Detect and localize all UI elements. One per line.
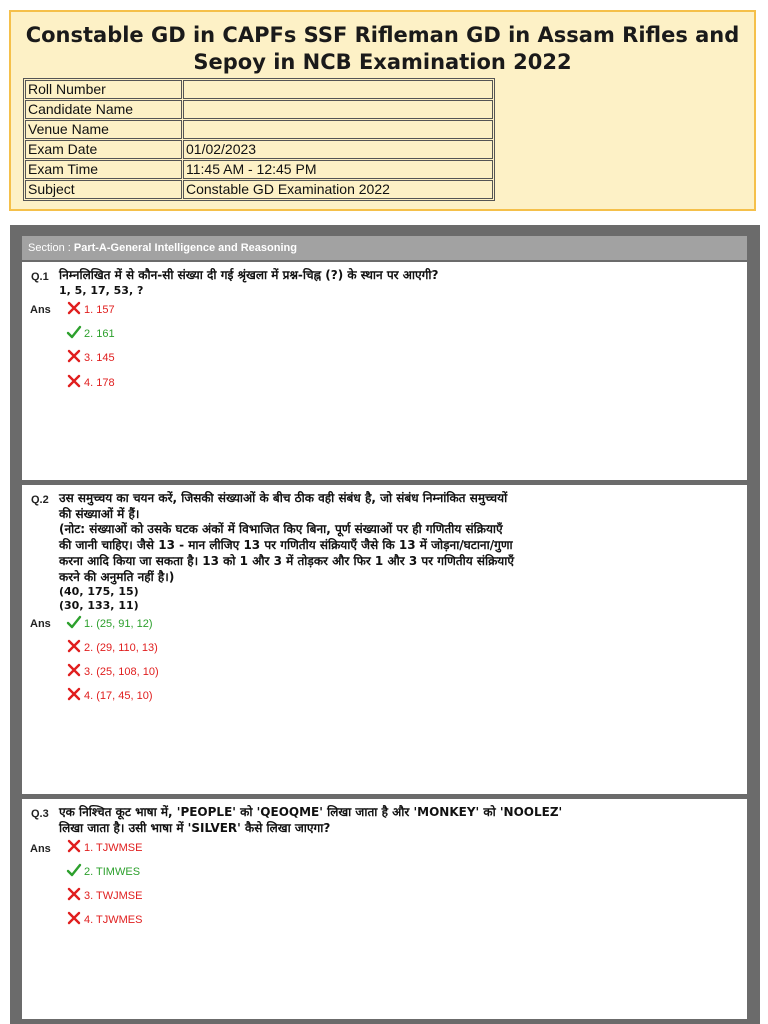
question-line: निम्नलिखित में से कौन-सी संख्या दी गई श्रृंखला में प्रश्न-चिह्न (?) के स्थान पर आएगी? (59, 268, 439, 282)
response-sheet (10, 225, 760, 1024)
question-set: (40, 175, 15) (59, 585, 139, 599)
cross-icon (66, 687, 82, 701)
option-text: 2. 161 (84, 328, 115, 340)
info-row-subject (25, 180, 493, 199)
check-icon (66, 863, 82, 877)
question-line: एक निश्चित कूट भाषा में, 'PEOPLE' को 'QEOQME' लिखा जाता है और 'MONKEY' को 'NOOLEZ' (59, 805, 563, 819)
info-label: Roll Number (25, 80, 182, 99)
cross-icon (66, 301, 82, 315)
question-line: लिखा जाता है। उसी भाषा में 'SILVER' कैसे लिखा जाएगा? (59, 820, 331, 835)
option-text: 3. 145 (84, 352, 115, 364)
option-4 (66, 374, 115, 392)
question-line: (नोट: संख्याओं को उसके घटक अंकों में विभाजित किए बिना, पूर्ण संख्याओं पर ही गणितीय संक्रियाएँ (59, 522, 503, 537)
question-card (22, 262, 747, 480)
option-text: 2. TIMWES (84, 866, 141, 878)
cross-icon (66, 639, 82, 653)
question-text (59, 491, 549, 613)
exam-title-line-2: Sepoy in NCB Examination 2022 (193, 50, 572, 74)
info-value: Constable GD Examination 2022 (183, 180, 493, 199)
option-2 (66, 639, 158, 657)
info-value (183, 80, 493, 99)
question-line: की संख्याओं में हैं। (59, 506, 140, 521)
option-text: 4. TJWMES (84, 914, 143, 926)
info-value: 01/02/2023 (183, 140, 493, 159)
question-text (59, 805, 563, 836)
cross-icon (66, 839, 82, 853)
check-icon (66, 615, 82, 629)
cross-icon (66, 663, 82, 677)
cross-icon (66, 374, 82, 388)
question-number: Q.2 (31, 494, 49, 506)
exam-header-panel (9, 10, 756, 211)
option-3 (66, 349, 115, 367)
option-text: 2. (29, 110, 13) (84, 642, 158, 654)
info-row-candidate-name (25, 100, 493, 119)
info-row-exam-date (25, 140, 493, 159)
question-number: Q.1 (31, 271, 49, 283)
section-prefix: Section : (28, 242, 74, 254)
info-value: 11:45 AM - 12:45 PM (183, 160, 493, 179)
info-row-roll-number (25, 80, 493, 99)
question-line: करने की अनुमति नहीं है।) (59, 569, 175, 584)
question-card (22, 799, 747, 1019)
option-3 (66, 663, 159, 681)
option-text: 4. 178 (84, 377, 115, 389)
info-row-venue-name (25, 120, 493, 139)
question-line: करना आदि किया जा सकता है। 13 को 1 और 3 में तोड़कर और फिर 1 और 3 पर गणितीय संक्रियाएँ (59, 553, 515, 568)
info-label: Exam Time (25, 160, 182, 179)
section-bar (22, 236, 747, 260)
option-4 (66, 911, 142, 929)
question-series: 1, 5, 17, 53, ? (59, 283, 144, 297)
cross-icon (66, 911, 82, 925)
option-1 (66, 615, 153, 633)
info-label: Candidate Name (25, 100, 182, 119)
check-icon (66, 325, 82, 339)
section-name: Part-A-General Intelligence and Reasoning (73, 242, 297, 254)
option-text: 1. TJWMSE (84, 842, 143, 854)
option-text: 4. (17, 45, 10) (84, 690, 153, 702)
option-text: 1. (25, 91, 12) (84, 618, 153, 630)
option-3 (66, 887, 142, 905)
question-line: उस समुच्चय का चयन करें, जिसकी संख्याओं के बीच ठीक वही संबंध है, जो संबंध निम्नांकित समुच्चयों (59, 491, 508, 505)
option-text: 3. (25, 108, 10) (84, 666, 159, 678)
cross-icon (66, 349, 82, 363)
option-1 (66, 839, 142, 857)
exam-title-line-1: Constable GD in CAPFs SSF Rifleman GD in Assam Rifles and (25, 23, 740, 47)
ans-label: Ans (30, 618, 51, 630)
question-text (59, 268, 549, 298)
info-value (183, 100, 493, 119)
ans-label: Ans (30, 304, 51, 316)
question-card (22, 485, 747, 794)
info-label: Subject (25, 180, 182, 199)
option-text: 3. TWJMSE (84, 890, 143, 902)
cross-icon (66, 887, 82, 901)
option-2 (66, 325, 115, 343)
candidate-info-table (23, 78, 495, 201)
question-set: (30, 133, 11) (59, 599, 139, 613)
info-label: Exam Date (25, 140, 182, 159)
exam-title (11, 22, 754, 76)
question-line: की जानी चाहिए। जैसे 13 - मान लीजिए 13 पर गणितीय संक्रियाएँ जैसे कि 13 में जोड़ना/घटाना/गुणा (59, 538, 513, 553)
option-2 (66, 863, 140, 881)
info-value (183, 120, 493, 139)
question-number: Q.3 (31, 808, 49, 820)
info-row-exam-time (25, 160, 493, 179)
option-1 (66, 301, 115, 319)
option-4 (66, 687, 153, 705)
ans-label: Ans (30, 843, 51, 855)
info-label: Venue Name (25, 120, 182, 139)
option-text: 1. 157 (84, 304, 115, 316)
